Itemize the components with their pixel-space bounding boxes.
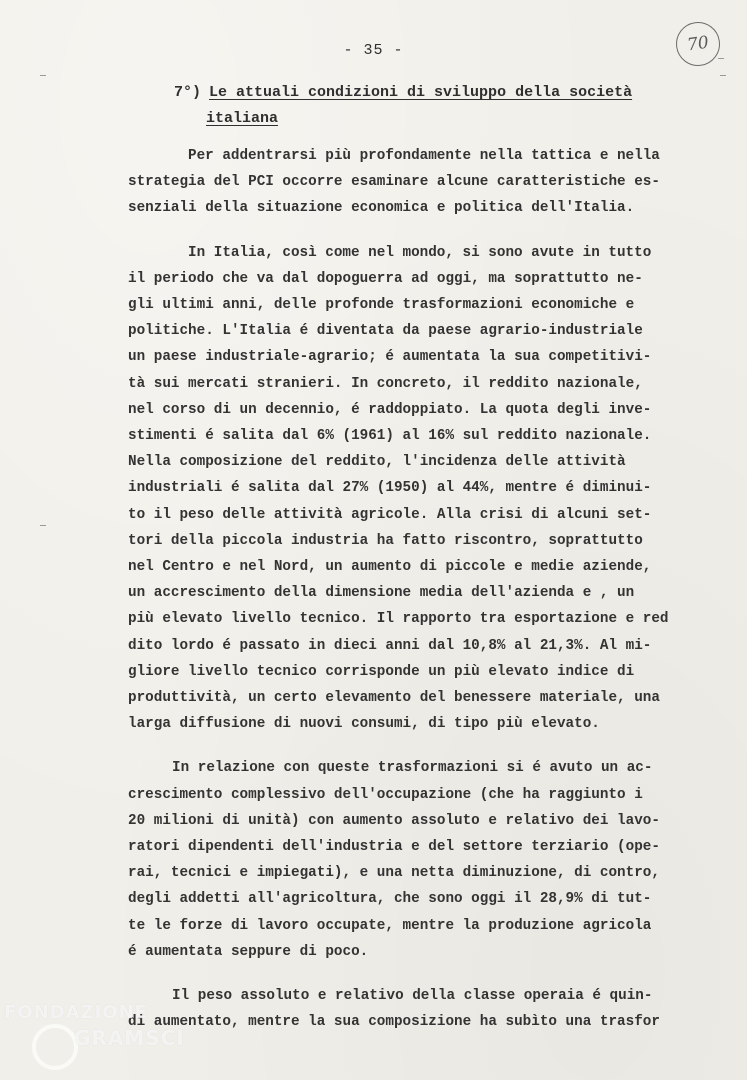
text-line: to il peso delle attività agricole. Alla crisi di alcuni set- (128, 506, 652, 523)
paragraph (128, 755, 676, 965)
text-line: rai, tecnici e impiegati), e una netta diminuzione, di contro, (128, 865, 660, 882)
section-number: 7°) (174, 84, 202, 101)
text-line: tori della piccola industria ha fatto riscontro, soprattutto (128, 532, 643, 549)
text-line: gli ultimi anni, delle profonde trasformazioni economiche e (128, 297, 635, 314)
archive-page-mark: 70 (673, 19, 723, 69)
text-line: politiche. L'Italia é diventata da paese agrario-industriale (128, 323, 643, 340)
text-line: strategia del PCI occorre esaminare alcune caratteristiche es- (128, 174, 660, 191)
section-heading (174, 80, 632, 132)
section-title-line-1: Le attuali condizioni di sviluppo della società (209, 84, 633, 101)
margin-tick (720, 75, 726, 76)
text-line: più elevato livello tecnico. Il rapporto tra esportazione e red (128, 611, 669, 628)
text-line: senziali della situazione economica e politica dell'Italia. (128, 200, 635, 217)
text-line: Il peso assoluto e relativo della classe operaia é quin- (172, 988, 653, 1005)
text-line: 20 milioni di unità) con aumento assoluto e relativo dei lavo- (128, 812, 660, 829)
text-line: nel Centro e nel Nord, un aumento di piccole e medie aziende, (128, 559, 652, 576)
text-line: é aumentata seppure di poco. (128, 943, 369, 960)
page-number: - 35 - (343, 42, 404, 59)
text-line: gliore livello tecnico corrisponde un più elevato indice di (128, 663, 635, 680)
text-line: produttività, un certo elevamento del benessere materiale, una (128, 690, 660, 707)
text-line: tà sui mercati stranieri. In concreto, il reddito nazionale, (128, 375, 643, 392)
text-line: crescimento complessivo dell'occupazione (che ha raggiunto i (128, 786, 643, 803)
text-line: In Italia, così come nel mondo, si sono avute in tutto (188, 244, 652, 261)
paragraph (128, 983, 676, 1035)
document-body (128, 143, 676, 1054)
margin-tick (40, 525, 46, 526)
text-line: Nella composizione del reddito, l'incidenza delle attività (128, 454, 626, 471)
watermark-line-1: FONDAZIONE (4, 1002, 148, 1023)
watermark-emblem-icon (32, 1024, 78, 1070)
text-line: nel corso di un decennio, é raddoppiato. La quota degli inve- (128, 401, 652, 418)
text-line: te le forze di lavoro occupate, mentre la produzione agricola (128, 917, 652, 934)
text-line: il periodo che va dal dopoguerra ad oggi, ma soprattutto ne- (128, 270, 643, 287)
watermark-line-2: GRAMSCI (74, 1026, 185, 1050)
section-title-line-2: italiana (206, 110, 279, 127)
text-line: In relazione con queste trasformazioni si é avuto un ac- (172, 760, 653, 777)
text-line: di aumentato, mentre la sua composizione ha subìto una trasfor (128, 1014, 660, 1031)
paragraph (128, 143, 676, 222)
text-line: larga diffusione di nuovi consumi, di tipo più elevato. (128, 716, 600, 733)
paragraph (128, 240, 676, 738)
text-line: ratori dipendenti dell'industria e del settore terziario (ope- (128, 839, 660, 856)
margin-tick (40, 75, 46, 76)
text-line: dito lordo é passato in dieci anni dal 10,8% al 21,3%. Al mi- (128, 637, 652, 654)
text-line: stimenti é salita dal 6% (1961) al 16% sul reddito nazionale. (128, 428, 652, 445)
text-line: degli addetti all'agricoltura, che sono oggi il 28,9% di tut- (128, 891, 652, 908)
text-line: Per addentrarsi più profondamente nella tattica e nella (188, 148, 660, 164)
text-line: un accrescimento della dimensione media dell'azienda e , un (128, 585, 635, 602)
text-line: un paese industriale-agrario; é aumentata la sua competitivi- (128, 349, 652, 366)
text-line: industriali é salita dal 27% (1950) al 44%, mentre é diminui- (128, 480, 652, 497)
margin-tick (718, 58, 724, 59)
